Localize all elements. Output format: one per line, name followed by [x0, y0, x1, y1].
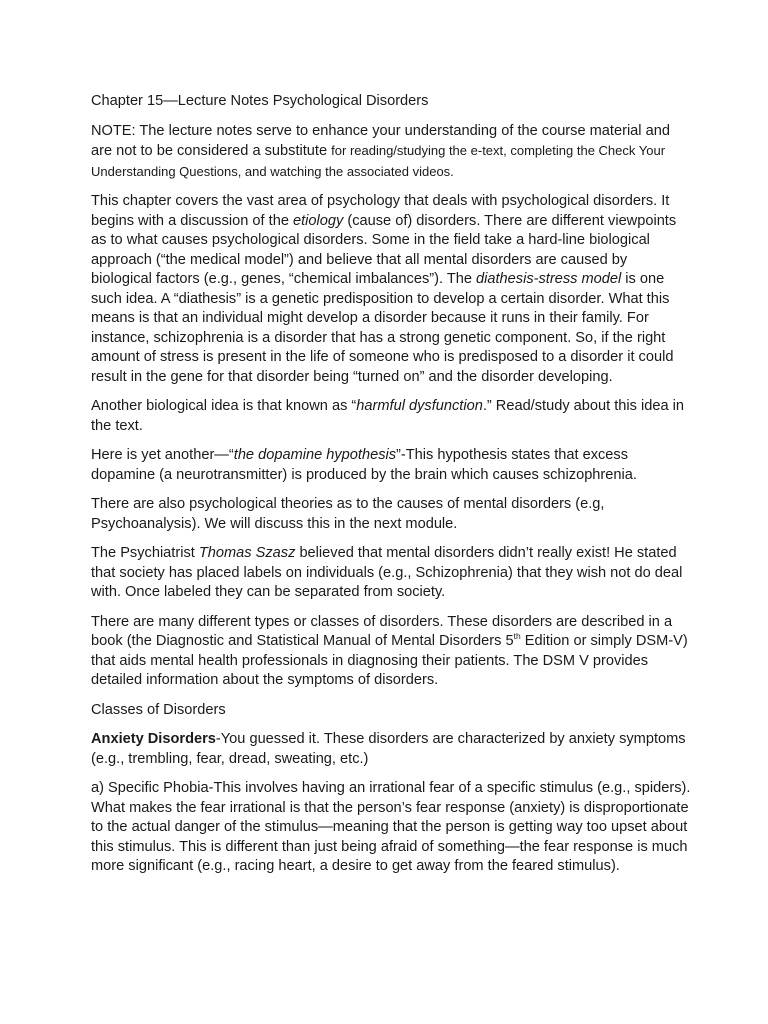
dopamine-hypothesis-term: the dopamine hypothesis	[233, 447, 397, 463]
psychological-theories-paragraph	[91, 495, 691, 534]
harmful-text-a: Another biological idea is that known as “	[91, 398, 357, 414]
classes-heading	[91, 701, 691, 721]
classes-heading-text: Classes of Disorders	[91, 701, 226, 718]
intro-text-e: is one such idea. A “diathesis” is a genetic predisposition to develop a certain disorder. What this means is that an individual might develop a disorder because it runs in their family. For instance, schizophrenia is a disorder that has a strong genetic component. So, if the right amount of stress is present in the life of someone who is predisposed to a disorder it could result in the gene for that disorder being “turned on” and the disorder developing.	[91, 271, 674, 385]
dsm-paragraph	[91, 613, 691, 691]
szasz-paragraph	[91, 544, 691, 603]
intro-text-a: This chapter covers the vast area of psychology that deals with psychological disorders. It begins with a discussion of the	[91, 193, 670, 229]
harmful-dysfunction-paragraph	[91, 397, 691, 436]
intro-text-c: (cause of) disorders. There are different viewpoints as to what causes psychological disorders. Some in the field take a hard-line biological approach (“the medical model”) and believe that all mental disorders are caused by biological factors (e.g., genes, “chemical imbalances”). The	[91, 212, 677, 287]
etiology-term: etiology	[293, 212, 344, 229]
szasz-text-c: believed that mental disorders didn’t really exist! He stated that society has placed labels on individuals (e.g., Schizophrenia) that they wish not do deal with. Once labeled they can be separated from society.	[91, 545, 683, 600]
specific-phobia-text: a) Specific Phobia-This involves having an irrational fear of a specific stimulus (e.g., spiders). What makes the fear irrational is that the person’s fear response (anxiety) is disproportionate to the actual danger of the stimulus—meaning that the person is getting way too upset about this stimulus. This is different than just being afraid of something—the fear response is much more significant (e.g., racing heart, a desire to get away from the feared stimulus).	[91, 780, 691, 874]
diathesis-stress-term: diathesis-stress model	[476, 271, 622, 287]
psychological-theories-text: There are also psychological theories as to the causes of mental disorders (e.g, Psychoanalysis). We will discuss this in the next module.	[91, 496, 605, 532]
dsm-text-a: There are many different types or classes of disorders. These disorders are described in a book (the Diagnostic and Statistical Manual of Mental Disorders 5	[91, 613, 673, 649]
chapter-title	[91, 92, 691, 112]
specific-phobia-paragraph	[91, 779, 691, 877]
chapter-title-text: Chapter 15—Lecture Notes Psychological Disorders	[91, 93, 429, 109]
note-small-text: for reading/studying the e-text, completing the Check Your Understanding Questions, and watching the associated videos.	[91, 143, 666, 179]
note-paragraph	[91, 122, 691, 183]
dopamine-paragraph	[91, 446, 691, 485]
document-body	[91, 92, 691, 887]
dsm-text-b: Edition or simply DSM-V) that aids mental health professionals in diagnosing their patients. The DSM V provides detailed information about the symptoms of disorders.	[91, 633, 688, 688]
anxiety-disorders-term: Anxiety Disorders	[91, 731, 216, 747]
dsm-superscript: th	[513, 631, 521, 642]
thomas-szasz-name: Thomas Szasz	[198, 545, 296, 561]
anxiety-paragraph	[91, 730, 691, 769]
intro-paragraph	[91, 192, 691, 387]
dopamine-text-a: Here is yet another—“	[91, 447, 234, 463]
harmful-dysfunction-term: harmful dysfunction	[356, 398, 483, 414]
szasz-text-a: The Psychiatrist	[91, 545, 199, 561]
dopamine-text-c: ”-This hypothesis states that excess dopamine (a neurotransmitter) is produced by the brain which causes schizophrenia.	[91, 447, 637, 483]
harmful-text-c: .” Read/study about this idea in the text.	[91, 398, 685, 434]
anxiety-text: -You guessed it. These disorders are characterized by anxiety symptoms (e.g., trembling, fear, dread, sweating, etc.)	[91, 731, 686, 767]
note-text: NOTE: The lecture notes serve to enhance your understanding of the course material and are not to be considered a substitute	[91, 122, 670, 159]
